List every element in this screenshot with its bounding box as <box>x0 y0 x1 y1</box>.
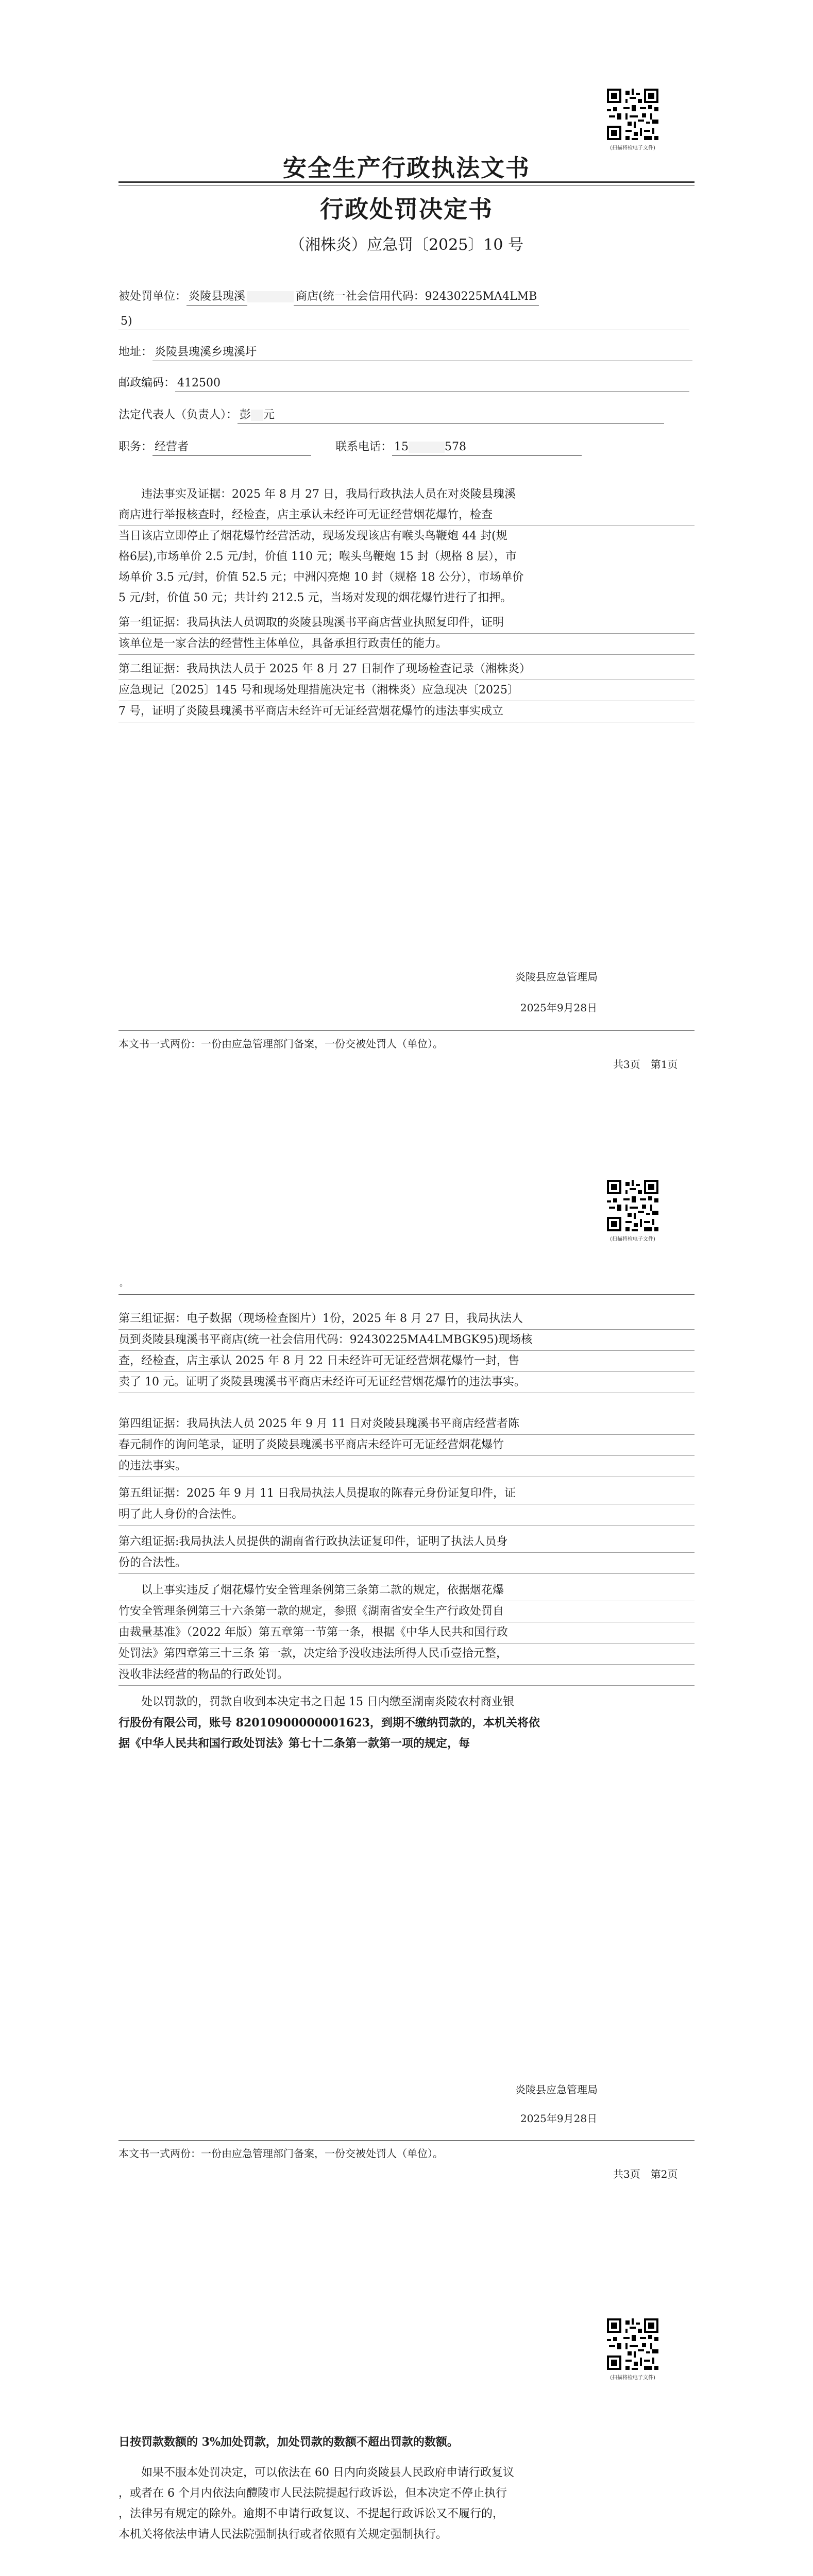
phone-label: 联系电话： <box>335 440 393 453</box>
qr-caption: (扫描将检电子文件) <box>610 1236 655 1242</box>
paragraph-line: 由裁量基准》（2022 年版）第五章第一节第一条，根据《中华人民共和国行政 <box>118 1622 695 1643</box>
issuer-signature: 炎陵县应急管理局 <box>515 2083 598 2096</box>
footer-divider <box>118 2140 695 2141</box>
footer-note: 本文书一式两份：一份由应急管理部门备案，一份交被处罚人（单位）。 <box>118 1038 443 1050</box>
paragraph-line: 第六组证据:我局执法人员提供的湖南省行政执法证复印件，证明了执法人员身 <box>118 1532 695 1553</box>
issuer-signature: 炎陵县应急管理局 <box>515 971 598 983</box>
doc-title: 行政处罚决定书 <box>320 195 493 223</box>
paragraph-line: 员到炎陵县瑰溪书平商店(统一社会信用代码：92430225MA4LMBGK95)现场核 <box>118 1330 695 1351</box>
paragraph-line: 当日该店立即停止了烟花爆竹经营活动，现场发现该店有喉头鸟鞭炮 44 封(规 <box>118 530 507 543</box>
issue-date: 2025年9月28日 <box>520 2112 598 2125</box>
position-label: 职务： <box>118 440 153 453</box>
qr-code-icon <box>607 1180 658 1231</box>
address-label: 地址： <box>118 346 153 359</box>
party-shop: 商店(统一社会信用代码：92430225MA4LMB <box>294 289 539 306</box>
issue-date: 2025年9月28日 <box>520 1002 598 1014</box>
party-name: 炎陵县瑰溪 <box>187 289 247 306</box>
paragraph-line: 应急现记〔2025〕145 号和现场处理措施决定书（湘株炎）应急现决〔2025〕 <box>118 680 695 701</box>
paragraph-line: 格6层),市场单价 2.5 元/封，价值 110 元；喉头鸟鞭炮 15 封（规格 8 层），市 <box>118 550 517 563</box>
doc-number: （湘株炎）应急罚〔2025〕10 号 <box>289 236 524 254</box>
page-3 <box>0 2277 813 2576</box>
paragraph-line: 第三组证据：电子数据（现场检查图片）1份，2025 年 8 月 27 日，我局执法人 <box>118 1309 695 1330</box>
paragraph-line: 日按罚款数额的 3%加处罚款，加处罚款的数额不超出罚款的数额。 <box>118 2435 459 2449</box>
footer-divider <box>118 1030 695 1031</box>
address-row <box>118 344 692 361</box>
party-label: 被处罚单位： <box>118 290 187 303</box>
leading-mark: 。 <box>120 1278 128 1288</box>
paragraph-line: 本机关将依法申请人民法院强制执行或者依照有关规定强制执行。 <box>118 2528 448 2541</box>
postcode-row <box>118 375 689 392</box>
paragraph-line: 卖了 10 元。证明了炎陵县瑰溪书平商店未经许可无证经营烟花爆竹的违法事实。 <box>118 1372 695 1393</box>
redacted-block <box>247 291 294 302</box>
rep-name: 彭 元 <box>238 407 664 424</box>
postcode-value: 412500 <box>175 375 689 392</box>
address-value: 炎陵县瑰溪乡瑰溪圩 <box>153 344 692 361</box>
qr-caption: (扫描将检电子文件) <box>610 2375 655 2381</box>
position-value: 经营者 <box>153 439 311 456</box>
party-code-tail-row <box>118 313 689 330</box>
paragraph-line: 第四组证据：我局执法人员 2025 年 9 月 11 日对炎陵县瑰溪书平商店经营者陈 <box>118 1414 695 1435</box>
postcode-label: 邮政编码： <box>118 377 176 389</box>
title-divider <box>118 181 695 185</box>
footer-note: 本文书一式两份：一份由应急管理部门备案，一份交被处罚人（单位）。 <box>118 2147 443 2160</box>
paragraph-line: 竹安全管理条例第三十六条第一款的规定，参照《湖南省安全生产行政处罚自 <box>118 1601 695 1622</box>
phone-value: 15 578 <box>392 439 582 456</box>
pagination: 共3页 第1页 <box>613 1058 678 1071</box>
paragraph-line: 5 元/封，价值 50 元；共计约 212.5 元，当场对发现的烟花爆竹进行了扣押。 <box>118 591 512 604</box>
violation-facts <box>118 484 695 722</box>
paragraph-line: 商店进行举报核查时，经检查，店主承认未经许可无证经营烟花爆竹，检查 <box>118 505 695 526</box>
paragraph-line: 春元制作的询问笔录，证明了炎陵县瑰溪书平商店未经许可无证经营烟花爆竹 <box>118 1435 695 1456</box>
paragraph-line: 的违法事实。 <box>118 1456 695 1477</box>
paragraph-line: 7 号，证明了炎陵县瑰溪书平商店未经许可无证经营烟花爆竹的违法事实成立 <box>118 701 695 722</box>
paragraph-line: 以上事实违反了烟花爆竹安全管理条例第三条第二款的规定，依据烟花爆 <box>118 1580 695 1601</box>
paragraph-line: 查，经检查，店主承认 2025 年 8 月 22 日未经许可无证经营烟花爆竹一封，售 <box>118 1351 695 1372</box>
page-1 <box>0 0 813 1092</box>
paragraph-line: 违法事实及证据：2025 年 8 月 27 日，我局行政执法人员在对炎陵县瑰溪 <box>141 488 516 501</box>
party-code-tail: 5) <box>118 313 689 330</box>
paragraph-line: 处以罚款的，罚款自收到本决定书之日起 15 日内缴至湖南炎陵农村商业银 <box>141 1696 514 1708</box>
paragraph-line: ，或者在 6 个月内依法向醴陵市人民法院提起行政诉讼，但本决定不停止执行 <box>118 2487 507 2500</box>
redacted-block <box>251 410 263 421</box>
paragraph-line: 据《中华人民共和国行政处罚法》第七十二条第一款第一项的规定，每 <box>118 1737 470 1750</box>
paragraph-line: 第一组证据：我局执法人员调取的炎陵县瑰溪书平商店营业执照复印件，证明 <box>118 613 695 634</box>
paragraph-line: 明了此人身份的合法性。 <box>118 1504 695 1526</box>
paragraph-line: 该单位是一家合法的经营性主体单位，具备承担行政责任的能力。 <box>118 634 695 655</box>
qr-caption: (扫描将检电子文件) <box>610 145 655 151</box>
paragraph-line: 第二组证据：我局执法人员于 2025 年 8 月 27 日制作了现场检查记录（湘株炎） <box>118 659 695 680</box>
paragraph-line: 行股份有限公司，账号 82010900000001623，到期不缴纳罚款的，本机关将依 <box>118 1716 540 1730</box>
redacted-block <box>409 442 445 453</box>
doc-category-title: 安全生产行政执法文书 <box>283 154 530 182</box>
page-2 <box>0 1092 813 2277</box>
rep-row <box>118 407 664 424</box>
position-row <box>118 439 582 456</box>
evidence-and-ruling <box>118 1309 695 1754</box>
paragraph-line: 场单价 3.5 元/封，价值 52.5 元；中洲闪亮炮 10 封（规格 18 公分），市场单价 <box>118 571 524 584</box>
paragraph-line: ，法律另有规定的除外。逾期不申请行政复议、不提起行政诉讼又不履行的， <box>118 2507 504 2520</box>
rep-label: 法定代表人（负责人）： <box>118 409 238 421</box>
paragraph-line: 处罚法》第四章第三十三条 第一款，决定给予没收违法所得人民币壹拾元整， <box>118 1643 695 1665</box>
paragraph-line: 没收非法经营的物品的行政处罚。 <box>118 1665 695 1686</box>
pagination: 共3页 第2页 <box>613 2168 678 2180</box>
paragraph-line: 如果不服本处罚决定，可以依法在 60 日内向炎陵县人民政府申请行政复议 <box>141 2466 514 2479</box>
party-row <box>118 289 539 306</box>
appeal-rights <box>118 2432 695 2545</box>
qr-code-icon <box>607 2318 658 2370</box>
leading-rule <box>118 1294 695 1295</box>
paragraph-line: 第五组证据：2025 年 9 月 11 日我局执法人员提取的陈春元身份证复印件，证 <box>118 1483 695 1504</box>
paragraph-line: 份的合法性。 <box>118 1553 695 1574</box>
qr-code-icon <box>607 89 658 140</box>
